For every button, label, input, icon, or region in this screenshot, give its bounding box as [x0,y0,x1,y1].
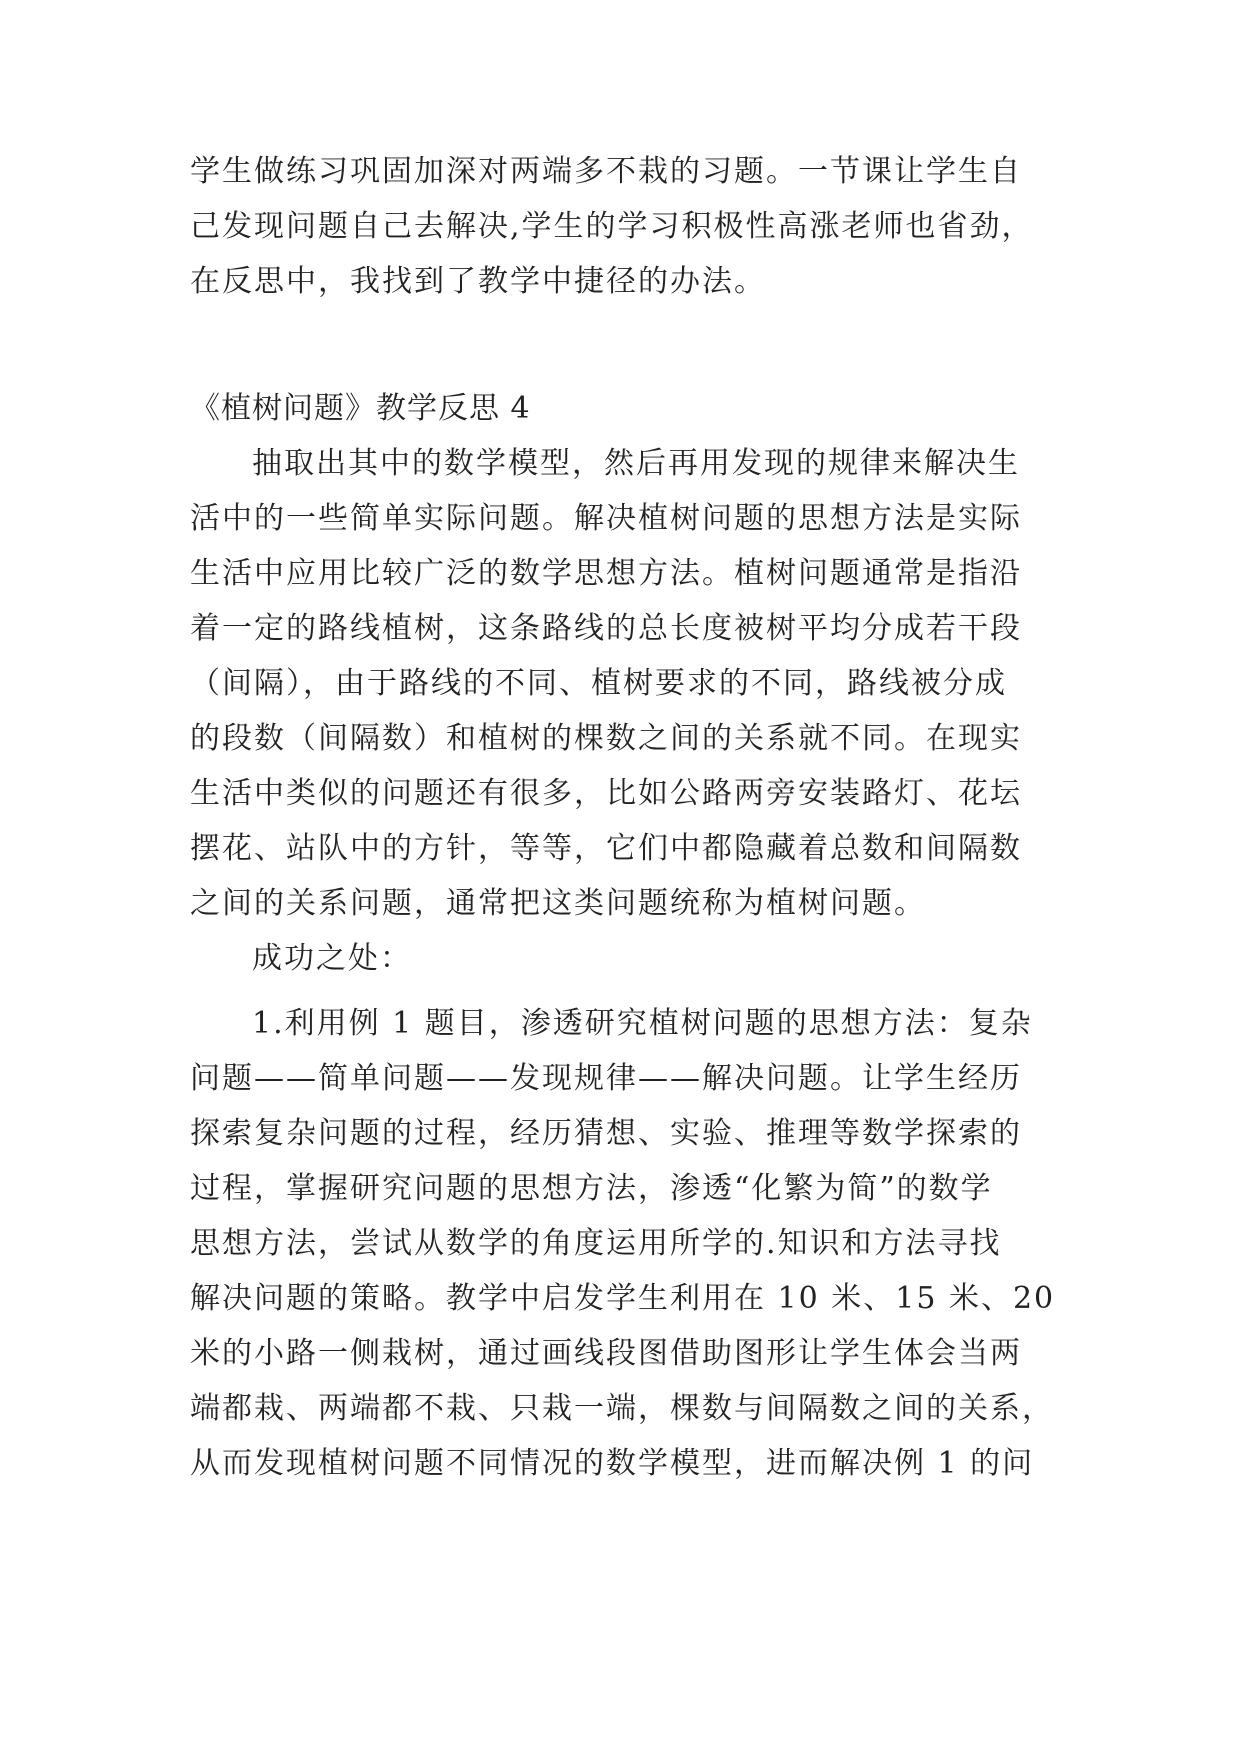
point-line: 米的小路一侧栽树，通过画线段图借助图形让学生体会当两 [190,1336,1022,1371]
paragraph-line: 的段数（间隔数）和植树的棵数之间的关系就不同。在现实 [190,721,1022,756]
point-line: 探索复杂问题的过程，经历猜想、实验、推理等数学探索的 [190,1116,1022,1151]
intro-line: 己发现问题自己去解决,学生的学习积极性高涨老师也省劲， [190,209,1034,244]
paragraph-line: （间隔），由于路线的不同、植树要求的不同，路线被分成 [190,666,1007,701]
intro-line: 在反思中，我找到了教学中捷径的办法。 [190,264,766,299]
point-line: 从而发现植树问题不同情况的数学模型，进而解决例 1 的问 [190,1446,1035,1481]
point-line: 思想方法，尝试从数学的角度运用所学的.知识和方法寻找 [190,1226,1002,1261]
point-line: 解决问题的策略。教学中启发学生利用在 10 米、15 米、20 [190,1281,1056,1316]
paragraph-line: 着一定的路线植树，这条路线的总长度被树平均分成若干段 [190,611,1022,646]
paragraph-line: 抽取出其中的数学模型，然后再用发现的规律来解决生 [252,446,1020,481]
point-line: 端都栽、两端都不栽、只栽一端，棵数与间隔数之间的关系， [190,1391,1054,1426]
point-line: 1.利用例 1 题目，渗透研究植树问题的思想方法：复杂 [252,1006,1033,1041]
intro-line: 学生做练习巩固加深对两端多不栽的习题。一节课让学生自 [190,154,1022,189]
paragraph-line: 之间的关系问题，通常把这类问题统称为植树问题。 [190,886,926,921]
success-heading: 成功之处： [252,941,412,976]
section-title: 《植树问题》教学反思 4 [190,391,531,426]
paragraph-line: 摆花、站队中的方针，等等，它们中都隐藏着总数和间隔数 [190,831,1022,866]
paragraph-line: 生活中应用比较广泛的数学思想方法。植树问题通常是指沿 [190,556,1022,591]
point-line: 问题——简单问题——发现规律——解决问题。让学生经历 [190,1061,1022,1096]
point-line: 过程，掌握研究问题的思想方法，渗透“化繁为简”的数学 [190,1171,993,1206]
paragraph-line: 活中的一些简单实际问题。解决植树问题的思想方法是实际 [190,501,1022,536]
paragraph-line: 生活中类似的问题还有很多，比如公路两旁安装路灯、花坛 [190,776,1022,811]
